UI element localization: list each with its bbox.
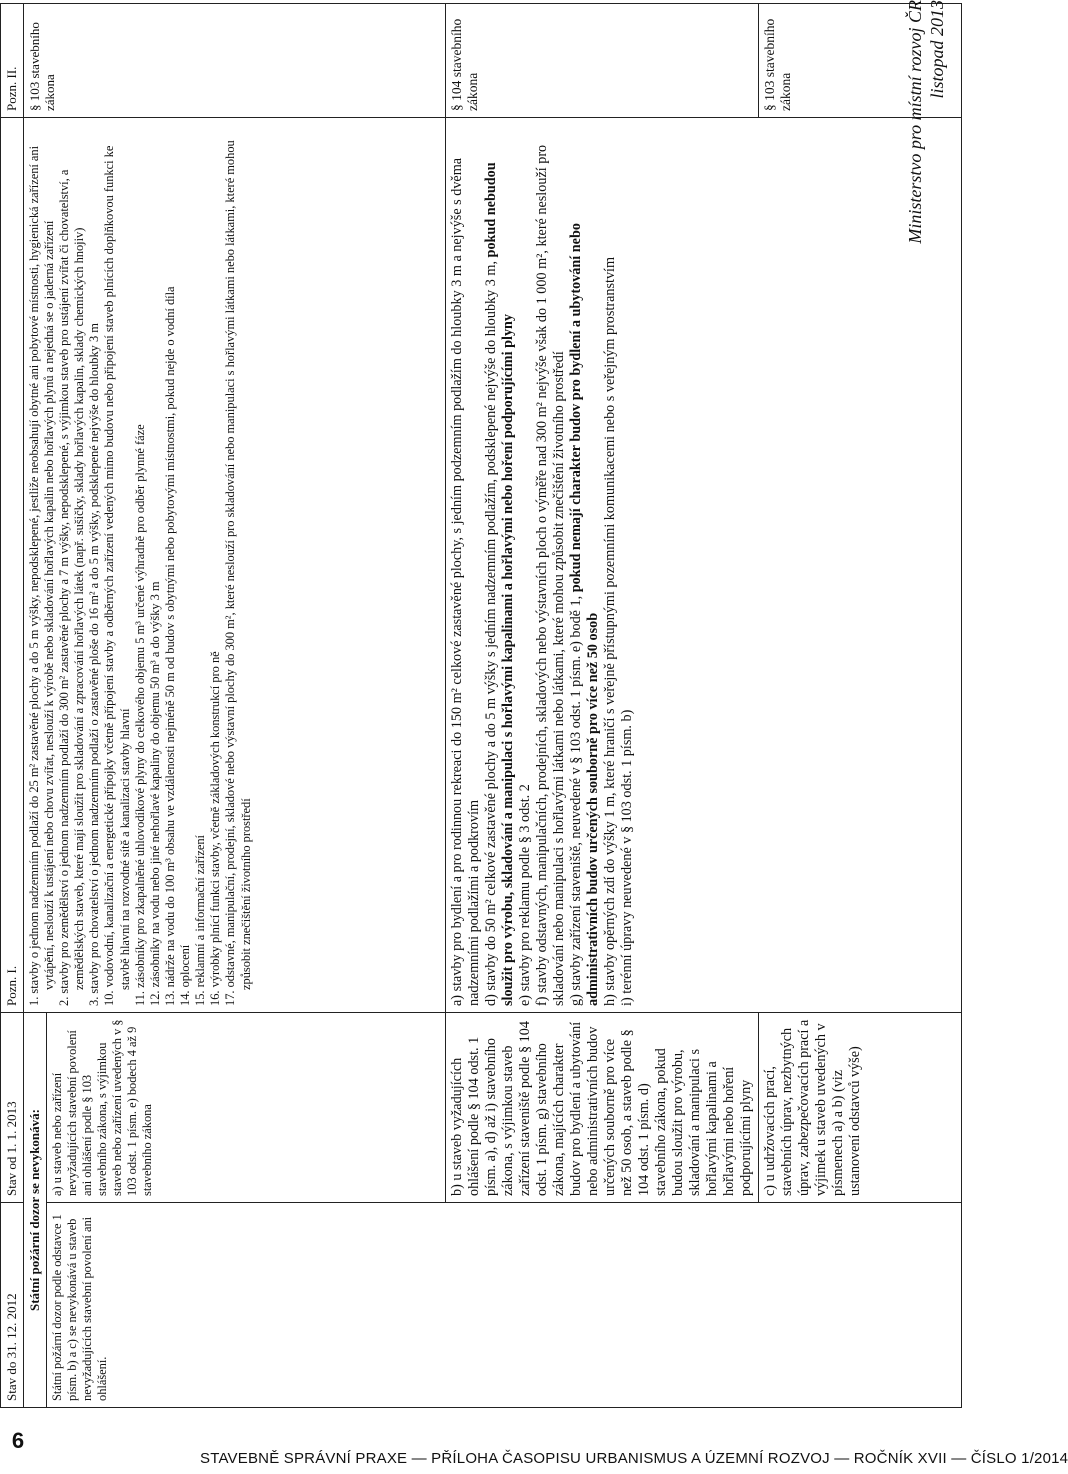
old-text: Státní požární dozor podle odstavce 1 písm. b) a c) se nevykonává u staveb nevyžadujících stavební povolení ani ohlášení. (49, 1214, 110, 1401)
note-b-h: h) stavby opěrných zdí do výšky 1 m, které hraničí s veřejně přístupnými pozemními komunikacemi nebo s veřejným prostranstvím (602, 256, 618, 1006)
ref-a: § 103 stavebního zákona (23, 4, 445, 118)
note-a-cell (23, 118, 445, 1013)
header-note-1: Pozn. I. (1, 118, 24, 1013)
row-b (445, 4, 759, 1408)
header-row (1, 4, 24, 1408)
header-old: Stav do 31. 12. 2012 (1, 1203, 24, 1408)
header-new: Stav od 1. 1. 2013 (1, 1013, 24, 1203)
note-a-item: 17. odstavné, manipulační, prodejní, skladové nebo výstavní plochy do 300 m², které neslouží pro skladování nebo manipulaci s hořlavými látkami nebo látkami, které mohou způsobit znečištění životního prostředí (223, 140, 253, 1006)
note-b-f: f) stavby odstavných, manipulačních, prodejních, skladových nebo výstavních ploch o výměře nad 300 m² nejvýše však do 1 000 m², které neslouží pro skladování nebo manipulaci s hořlavými látkami nebo látkami, které mohou způsobit znečištění životního prostředí (533, 144, 567, 1006)
note-b-e: e) stavby pro reklamu podle § 3 odst. 2 (516, 784, 533, 1006)
note-a-item: 16. výrobky plnící funkci stavby, včetně základových konstrukcí pro ně (208, 651, 223, 1006)
side-caption (904, 0, 960, 1474)
page-number: 6 (11, 1428, 25, 1453)
note-b-a: a) stavby pro bydlení a pro rodinnou rekreaci do 150 m² celkové zastavěné plochy, s jedním podzemním podlažím do hloubky 3 m a nejvýše s dvěma nadzemními podlažími a podkrovím (448, 157, 482, 1006)
side-caption-line-2: listopad 2013 (927, 0, 947, 99)
comparison-table (0, 3, 962, 1408)
note-b-g: g) stavby zařízení staveniště, neuvedené v § 103 odst. 1 písm. e) bodě 1, pokud nemají charakter budov pro bydlení a ubytování nebo administrativních budov určených souborně pro více než 50 osob (567, 223, 601, 1006)
note-a-item: 10. vodovodní, kanalizační a energetické přípojky včetně přípojení stavby a odběrných zařízení vedených mimo budovu nebo připojení staveb plnících doplňkovou funkci ke stavbě hlavní na rozvodné sítě a kanalizaci stavby hlavní (102, 145, 132, 1006)
new-c-text: c) u udržovacích prací, stavebních úprav, nezbytných úprav, zabezpečovacích prací a výjimek u staveb uvedených v písmenech a) a b) (viz ustanovení odstavců výše) (762, 1019, 864, 1196)
note-b-cell (445, 118, 962, 1013)
note-a-item: 15. reklamní a informační zařízení (193, 835, 208, 1006)
new-a-cell (46, 1013, 445, 1203)
note-a-item: 3. stavby pro chovatelství o jednom nadzemním podlaží o zastavěné ploše do 16 m² a do 5 m výšky, podsklepené nejvýše do hloubky 3 m (87, 323, 102, 1006)
footer: STAVEBNĚ SPRÁVNÍ PRAXE — PŘÍLOHA ČASOPISU URBANISMUS A ÚZEMNÍ ROZVOJ — ROČNÍK XVII — ČÍSLO 1/2014 (200, 1450, 1068, 1467)
side-caption-line-1: Ministerstvo pro místní rozvoj ČR (905, 0, 925, 244)
note-b-i: i) terénní úpravy neuvedené v § 103 odst. 1 písm. b) (619, 709, 636, 1006)
new-b-text: b) u staveb vyžadujících ohlášení podle § 104 odst. 1 písm. a), d) až i) stavebního zákona, s výjimkou staveb zařízení staveniště podle § 104 odst. 1 písm. g) stavebního zákona, majících charakter budov pro bydlení a ubytování nebo administrativních budov určených souborně pro více než 50 osob, a staveb podle § 104 odst. 1 písm. d) stavebního zákona, pokud budou sloužit pro výrobu, skladování a manipulaci s hořlavými kapalinami a hořlavými nebo hoření podporujícími plyny (448, 1021, 755, 1196)
ref-c: § 103 stavebního zákona (759, 4, 962, 118)
old-text-cell (46, 1203, 962, 1408)
note-b-d: d) stavby do 50 m² celkové zastavěné plochy a do 5 m výšky s jedním nadzemním podlažím, podsklepené nejvýše do hloubky 3 m, pokud nebudou sloužit pro výrobu, skladování a manipulaci s hořlavými kapalinami a hořlavými nebo hoření podporujícími plyny (482, 162, 516, 1006)
note-a-list (27, 124, 254, 1006)
header-note-2: Pozn. II. (1, 4, 24, 118)
note-a-item: 2. stavby pro zemědělství o jednom nadzemním podlaží do 300 m² zastavěné plochy a 7 m výšky, nepodsklepené, s výjimkou staveb pro ustájení zvířat či chovatelství, a zemědělských staveb, které mají sloužit pro skladování a zpracování hořlavých látek (např. sušičky, sklady hořlavých kapalin, sklady chemických hnojiv) (57, 169, 87, 1006)
note-a-item: 1. stavby o jednom nadzemním podlaží do 25 m² zastavěné plochy a do 5 m výšky, nepodsklepené, jestliže neobsahují obytné ani pobytové místnosti, hygienická zařízení ani vytápění, neslouží k ustájení nebo chovu zvířat, neslouží k výrobě nebo skladování hořlavých kapalin nebo hořlavých plynů a nejedná se o jaderná zařízení (26, 145, 56, 1006)
note-a-item: 11. zásobníky pro zkapalněné uhlovodíkové plyny do celkového objemu 5 m³ určené výhradně pro odběr plynné fáze (132, 424, 147, 1006)
note-a-item: 13. nádrže na vodu do 100 m³ obsahu ve vzdálenosti nejméně 50 m od budov s obytnými nebo pobytovými místnostmi, pokud nejde o vodní díla (162, 286, 177, 1006)
rotated-table-frame (0, 4, 880, 1408)
new-a-text: a) u staveb nebo zařízení nevyžadujících stavební povolení ani ohlášení podle § 103 stavebního zákona, s výjimkou staveb nebo zařízení uvedených v § 103 odst. 1 písm. e) bodech 4 až 9 stavebního zákona (49, 1019, 155, 1196)
note-b-g-bold: pokud nemají charakter budov pro bydlení a ubytování nebo administrativních budov určených souborně pro více než 50 osob (567, 223, 601, 1006)
note-b-d-bold: pokud nebudou sloužit pro výrobu, skladování a manipulaci s hořlavými kapalinami a hořlavými nebo hoření podporujícími plyny (482, 162, 516, 1006)
new-b-cell (445, 1013, 759, 1203)
note-a-item: 14. oplocení (178, 944, 193, 1006)
section-row (23, 4, 46, 1408)
note-a-item: 12. zásobníky na vodu nebo jiné nehořlavé kapaliny do objemu 50 m³ a do výšky 3 m (147, 581, 162, 1006)
section-title: Státní požární dozor se nevykonává: (23, 1013, 46, 1408)
ref-b: § 104 stavebního zákona (445, 4, 759, 118)
